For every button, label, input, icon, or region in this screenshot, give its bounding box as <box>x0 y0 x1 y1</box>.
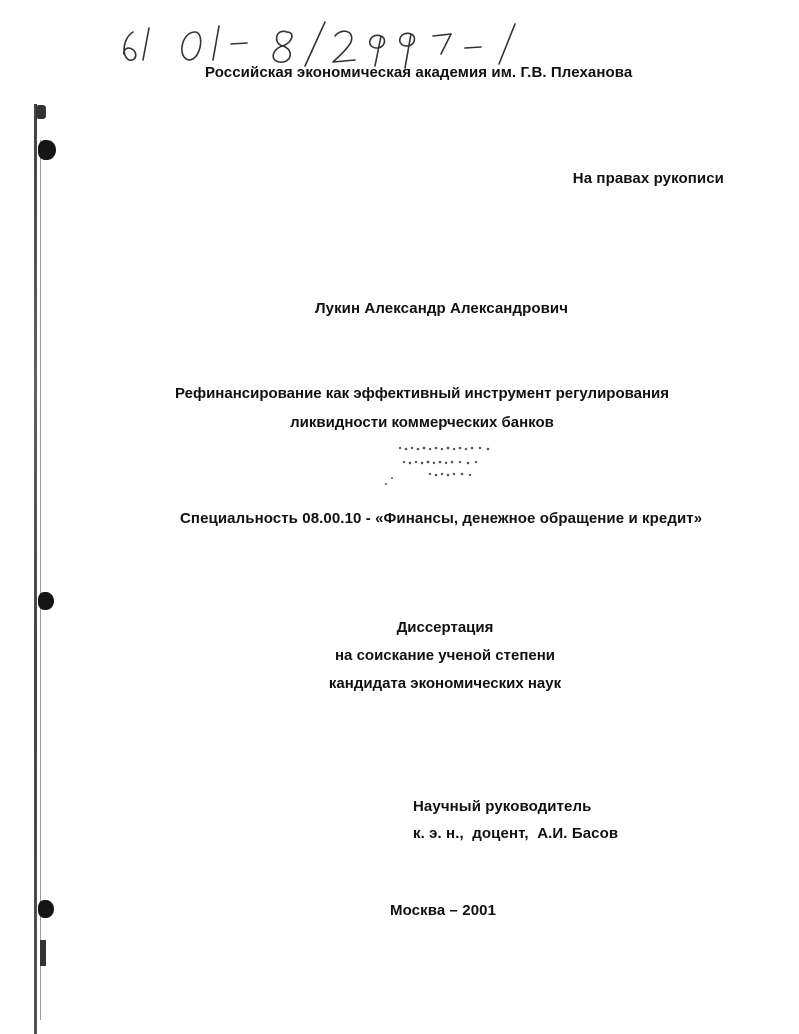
supervisor-label: Научный руководитель <box>413 798 592 815</box>
dissertation-info <box>0 614 799 698</box>
scan-mark <box>36 105 46 119</box>
rights-note: На правах рукописи <box>572 170 724 187</box>
punch-hole <box>38 140 56 160</box>
punch-hole <box>38 592 54 610</box>
thesis-title-line: ликвидности коммерческих банков <box>290 414 554 431</box>
dissertation-line: кандидата экономических наук <box>328 675 562 692</box>
thesis-title <box>0 379 799 437</box>
supervisor-details: к. э. н., доцент, А.И. Басов <box>413 825 619 842</box>
scan-mark <box>40 940 46 966</box>
city-year: Москва – 2001 <box>390 902 497 919</box>
library-stamp <box>380 438 520 494</box>
thesis-title-line: Рефинансирование как эффективный инструмент регулирования <box>174 385 670 402</box>
institution-name: Российская экономическая академия им. Г.В. Плеханова <box>205 64 633 81</box>
dissertation-line: Диссертация <box>396 619 494 636</box>
binding-edge-line <box>40 140 41 1020</box>
specialty: Специальность 08.00.10 - «Финансы, денежное обращение и кредит» <box>180 510 703 527</box>
author-name: Лукин Александр Александрович <box>315 300 569 317</box>
dissertation-line: на соискание ученой степени <box>335 647 555 664</box>
binding-edge <box>34 104 37 1034</box>
punch-hole <box>38 900 54 918</box>
